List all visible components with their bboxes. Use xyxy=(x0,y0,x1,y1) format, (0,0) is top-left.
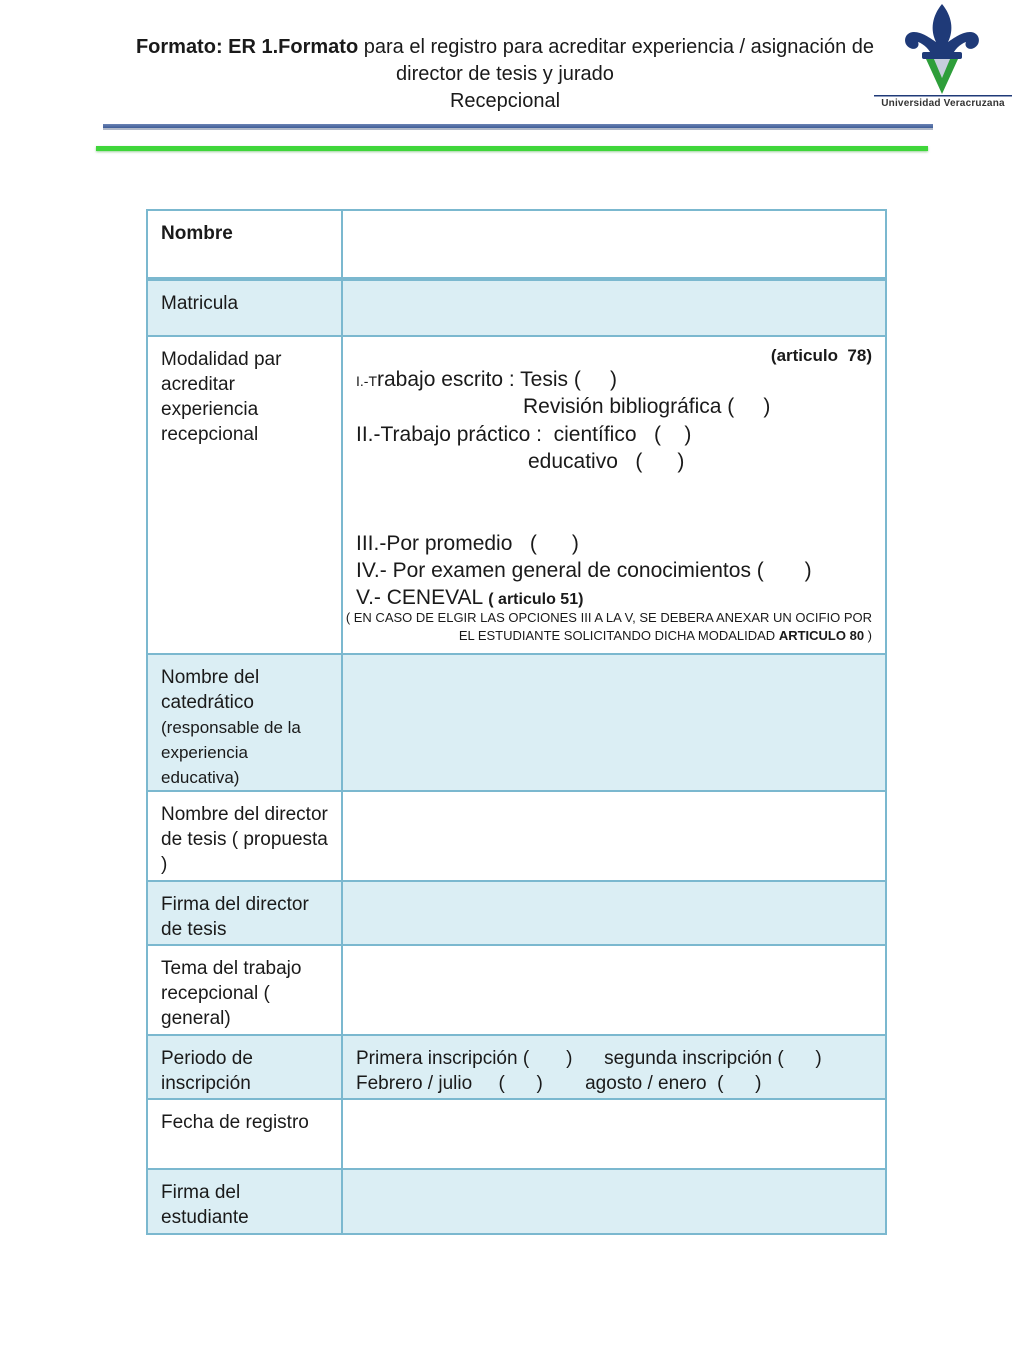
field-fecha[interactable] xyxy=(342,1099,886,1169)
field-matricula[interactable] xyxy=(342,279,886,336)
row-matricula xyxy=(147,279,886,336)
field-catedratico[interactable] xyxy=(342,654,886,791)
articulo-78-label: (articulo 78) xyxy=(770,346,872,365)
field-periodo xyxy=(342,1035,886,1099)
title-bold: Formato: ER 1.Formato xyxy=(135,36,359,58)
field-tema[interactable] xyxy=(342,945,886,1035)
field-firma-director[interactable] xyxy=(342,881,886,945)
title-rest: para el registro para acreditar experiencia / asignación de director de tesis y jurado xyxy=(358,36,875,85)
row-director xyxy=(147,791,886,881)
field-modalidad xyxy=(342,336,886,654)
label-catedratico-sub: (responsable de la experiencia educativa) xyxy=(161,718,301,787)
row-periodo xyxy=(147,1035,886,1099)
option-examen-general[interactable]: IV.- Por examen general de conocimientos ( ) xyxy=(356,559,812,582)
row-firma-estudiante xyxy=(147,1169,886,1234)
label-periodo: Periodo de inscripción xyxy=(147,1035,342,1099)
field-firma-estudiante[interactable] xyxy=(342,1169,886,1234)
row-catedratico xyxy=(147,654,886,791)
label-matricula: Matricula xyxy=(147,279,342,336)
header-rule-gray xyxy=(103,128,933,130)
option-revision-bibliografica[interactable]: Revisión bibliográfica ( ) xyxy=(523,395,771,418)
option-trabajo-escrito[interactable]: I.-Trabajo escrito : Tesis ( ) xyxy=(356,368,618,391)
label-fecha: Fecha de registro xyxy=(147,1099,342,1169)
row-nombre xyxy=(147,210,886,279)
periodo-meses-options[interactable]: Febrero / julio ( ) agosto / enero ( ) xyxy=(356,1073,762,1094)
row-firma-director xyxy=(147,881,886,945)
row-fecha xyxy=(147,1099,886,1169)
field-nombre[interactable] xyxy=(342,210,886,279)
option-ceneval[interactable]: V.- CENEVAL ( articulo 51) xyxy=(356,586,584,609)
label-director: Nombre del director de tesis ( propuesta ) xyxy=(147,791,342,881)
row-modalidad xyxy=(147,336,886,654)
option-por-promedio[interactable]: III.-Por promedio ( ) xyxy=(356,532,579,555)
label-catedratico xyxy=(147,654,342,791)
label-firma-director: Firma del director de tesis xyxy=(147,881,342,945)
header-rule-green xyxy=(96,146,928,151)
field-director[interactable] xyxy=(342,791,886,881)
document-title xyxy=(110,34,900,115)
row-tema xyxy=(147,945,886,1035)
modalidad-note: ( EN CASO DE ELGIR LAS OPCIONES III A LA V, SE DEBERA ANEXAR UN OCIFIO POR EL ESTUDIANTE SOLICITANDO DICHA MODALIDAD ARTICULO 80 ) xyxy=(345,610,872,643)
label-tema: Tema del trabajo recepcional ( general) xyxy=(147,945,342,1035)
label-firma-estudiante: Firma del estudiante xyxy=(147,1169,342,1234)
label-catedratico-main: Nombre del catedrático xyxy=(161,667,260,713)
label-modalidad: Modalidad par acreditar experiencia recepcional xyxy=(147,336,342,654)
registration-form-table xyxy=(146,209,887,1235)
label-nombre: Nombre xyxy=(147,210,342,279)
logo-caption: Universidad Veracruzana xyxy=(881,98,1005,109)
option-trabajo-practico-educativo[interactable]: educativo ( ) xyxy=(528,450,685,473)
title-line3: Recepcional xyxy=(449,90,561,112)
universidad-veracruzana-logo xyxy=(870,2,1015,112)
periodo-inscripcion-options[interactable]: Primera inscripción ( ) segunda inscripción ( ) xyxy=(356,1048,822,1069)
option-trabajo-practico-cientifico[interactable]: II.-Trabajo práctico : científico ( ) xyxy=(356,423,692,446)
